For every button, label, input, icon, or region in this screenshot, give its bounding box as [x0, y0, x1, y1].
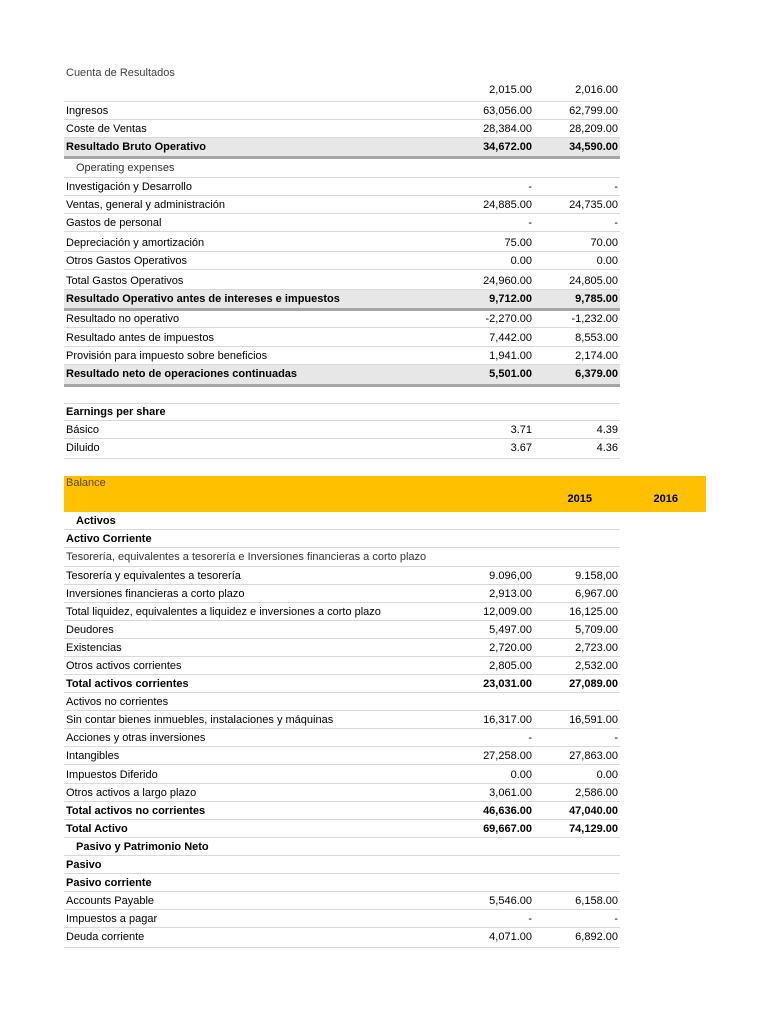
value-2016: 4.39	[596, 424, 618, 436]
value-2016: 5,709.00	[575, 624, 618, 636]
table-row	[64, 252, 620, 270]
row-label: Gastos de personal	[66, 217, 162, 229]
table-row	[64, 310, 620, 328]
value-2015: 2,913.00	[489, 588, 532, 600]
value-2015: 34,672.00	[483, 141, 532, 153]
value-2016: 6,158.00	[575, 895, 618, 907]
table-row	[64, 910, 620, 928]
value-2016: 16,591.00	[569, 714, 618, 726]
table-row	[64, 530, 620, 548]
table-row	[64, 329, 620, 347]
value-2016: -	[614, 181, 618, 193]
table-row	[64, 439, 620, 459]
row-label: Acciones y otras inversiones	[66, 732, 206, 744]
table-row	[64, 347, 620, 365]
row-label: Impuestos Diferido	[66, 769, 158, 781]
row-label: Otros activos a largo plazo	[66, 787, 197, 799]
value-2015: 27,258.00	[483, 750, 532, 762]
value-2016: -	[614, 913, 618, 925]
value-2016: 74,129.00	[569, 823, 618, 835]
value-2015: 5,501.00	[489, 368, 532, 380]
table-row	[64, 603, 620, 621]
row-label: Accounts Payable	[66, 895, 155, 907]
row-label: Existencias	[66, 642, 122, 654]
value-2015: 7,442.00	[489, 332, 532, 344]
row-label: Intangibles	[66, 750, 120, 762]
value-2016: 34,590.00	[569, 141, 618, 153]
value-2015: 69,667.00	[483, 823, 532, 835]
table-row	[64, 272, 620, 290]
value-2015: -	[528, 913, 532, 925]
row-label: Pasivo corriente	[66, 877, 152, 889]
row-label: Resultado Bruto Operativo	[66, 141, 206, 153]
table-row	[64, 196, 620, 214]
table-row	[64, 784, 620, 802]
value-2015: 63,056.00	[483, 105, 532, 117]
table-row	[64, 621, 620, 639]
row-label: Impuestos a pagar	[66, 913, 158, 925]
value-2016: 16,125.00	[569, 606, 618, 618]
value-2015: 0.00	[510, 255, 532, 267]
value-2015: -	[528, 217, 532, 229]
value-2015: 16,317.00	[483, 714, 532, 726]
value-2015: 3.67	[510, 442, 532, 454]
value-2015: 3,061.00	[489, 787, 532, 799]
value-2015: 1,941.00	[489, 350, 532, 362]
year-2-header: 2,016.00	[575, 84, 618, 96]
value-2015: 24,960.00	[483, 275, 532, 287]
value-2016: 6,379.00	[575, 368, 618, 380]
row-label: Total Activo	[66, 823, 128, 835]
table-row	[64, 102, 620, 120]
value-2015: 24,885.00	[483, 199, 532, 211]
row-label: Tesorería y equivalentes a tesorería	[66, 570, 241, 582]
year-1-header: 2015	[567, 493, 592, 505]
table-row	[64, 675, 620, 693]
row-label: Otros Gastos Operativos	[66, 255, 188, 267]
table-row	[64, 729, 620, 747]
row-label: Investigación y Desarrollo	[66, 181, 192, 193]
row-label: Total activos no corrientes	[66, 805, 206, 817]
income-header-row	[64, 81, 620, 99]
table-row	[64, 838, 620, 856]
value-2016: 62,799.00	[569, 105, 618, 117]
table-row	[64, 548, 620, 567]
table-row	[64, 512, 620, 530]
row-label: Otros activos corrientes	[66, 660, 182, 672]
value-2015: 75.00	[504, 237, 532, 249]
year-2-header: 2016	[653, 493, 678, 505]
row-label: Resultado antes de impuestos	[66, 332, 214, 344]
row-label: Diluido	[66, 442, 100, 454]
value-2016: 28,209.00	[569, 123, 618, 135]
value-2016: -	[614, 732, 618, 744]
row-label: Provisión para impuesto sobre beneficios	[66, 350, 268, 362]
value-2016: 2,532.00	[575, 660, 618, 672]
value-2015: 2,720.00	[489, 642, 532, 654]
value-2015: 0.00	[510, 769, 532, 781]
value-2015: 28,384.00	[483, 123, 532, 135]
value-2016: -	[614, 217, 618, 229]
table-row	[64, 693, 620, 711]
income-statement-title: Cuenta de Resultados	[66, 67, 175, 79]
value-2015: 3.71	[510, 424, 532, 436]
balance-title: Balance	[66, 477, 106, 489]
table-row	[64, 928, 620, 948]
value-2015: -2,270.00	[485, 313, 532, 325]
table-row	[64, 365, 620, 387]
row-label: Ingresos	[66, 105, 109, 117]
value-2015: 23,031.00	[483, 678, 532, 690]
row-label: Resultado neto de operaciones continuadas	[66, 368, 298, 380]
value-2016: 47,040.00	[569, 805, 618, 817]
value-2015: 5,546.00	[489, 895, 532, 907]
row-label: Inversiones financieras a corto plazo	[66, 588, 245, 600]
value-2015: 5,497.00	[489, 624, 532, 636]
row-label: Total activos corrientes	[66, 678, 189, 690]
row-label: Total liquidez, equivalentes a liquidez e inversiones a corto plazo	[66, 606, 381, 618]
row-label: Activos	[76, 515, 116, 527]
table-row	[64, 585, 620, 603]
table-row	[64, 567, 620, 585]
table-row	[64, 892, 620, 910]
table-row	[64, 138, 620, 159]
value-2016: 2,586.00	[575, 787, 618, 799]
row-label: Ventas, general y administración	[66, 199, 225, 211]
table-row	[64, 856, 620, 874]
table-row	[64, 639, 620, 657]
value-2016: -1,232.00	[571, 313, 618, 325]
value-2016: 2,723.00	[575, 642, 618, 654]
row-label: Pasivo y Patrimonio Neto	[76, 841, 209, 853]
value-2015: -	[528, 181, 532, 193]
value-2016: 70.00	[590, 237, 618, 249]
row-label: Deudores	[66, 624, 114, 636]
year-1-header: 2,015.00	[489, 84, 532, 96]
value-2015: 12,009.00	[483, 606, 532, 618]
value-2016: 24,805.00	[569, 275, 618, 287]
table-row	[64, 290, 620, 311]
value-2015: 4,071.00	[489, 931, 532, 943]
row-label: Operating expenses	[76, 162, 175, 174]
table-row	[64, 657, 620, 675]
eps-title-row	[64, 403, 620, 421]
row-label: Activo Corriente	[66, 533, 152, 545]
row-label: Coste de Ventas	[66, 123, 147, 135]
value-2015: 2,805.00	[489, 660, 532, 672]
table-row	[64, 820, 620, 838]
table-row	[64, 874, 620, 892]
value-2016: 6,892.00	[575, 931, 618, 943]
table-row	[64, 120, 620, 138]
eps-title: Earnings per share	[66, 406, 166, 418]
value-2016: 27,863.00	[569, 750, 618, 762]
table-row	[64, 421, 620, 439]
table-row	[64, 766, 620, 784]
row-label: Depreciación y amortización	[66, 237, 205, 249]
value-2016: 6,967.00	[575, 588, 618, 600]
table-row	[64, 159, 620, 178]
value-2016: 24,735.00	[569, 199, 618, 211]
row-label: Total Gastos Operativos	[66, 275, 184, 287]
row-label: Sin contar bienes inmuebles, instalaciones y máquinas	[66, 714, 334, 726]
row-label: Básico	[66, 424, 100, 436]
value-2016: 2,174.00	[575, 350, 618, 362]
value-2015: 46,636.00	[483, 805, 532, 817]
value-2016: 0.00	[596, 255, 618, 267]
row-label: Resultado Operativo antes de intereses e impuestos	[66, 293, 340, 305]
row-label: Pasivo	[66, 859, 102, 871]
value-2016: 9.158,00	[575, 570, 618, 582]
value-2016: 9,785.00	[575, 293, 618, 305]
value-2016: 4.36	[596, 442, 618, 454]
value-2015: 9.096,00	[489, 570, 532, 582]
value-2016: 8,553.00	[575, 332, 618, 344]
value-2016: 27,089.00	[569, 678, 618, 690]
value-2016: 0.00	[596, 769, 618, 781]
value-2015: -	[528, 732, 532, 744]
table-row	[64, 802, 620, 820]
table-row	[64, 747, 620, 765]
table-row	[64, 234, 620, 252]
table-row	[64, 711, 620, 729]
value-2015: 9,712.00	[489, 293, 532, 305]
table-row	[64, 214, 620, 232]
balance-header-band	[64, 476, 706, 512]
row-label: Resultado no operativo	[66, 313, 180, 325]
table-row	[64, 178, 620, 196]
row-label: Tesorería, equivalentes a tesorería e Inversiones financieras a corto plazo	[66, 551, 427, 563]
row-label: Deuda corriente	[66, 931, 145, 943]
row-label: Activos no corrientes	[66, 696, 169, 708]
